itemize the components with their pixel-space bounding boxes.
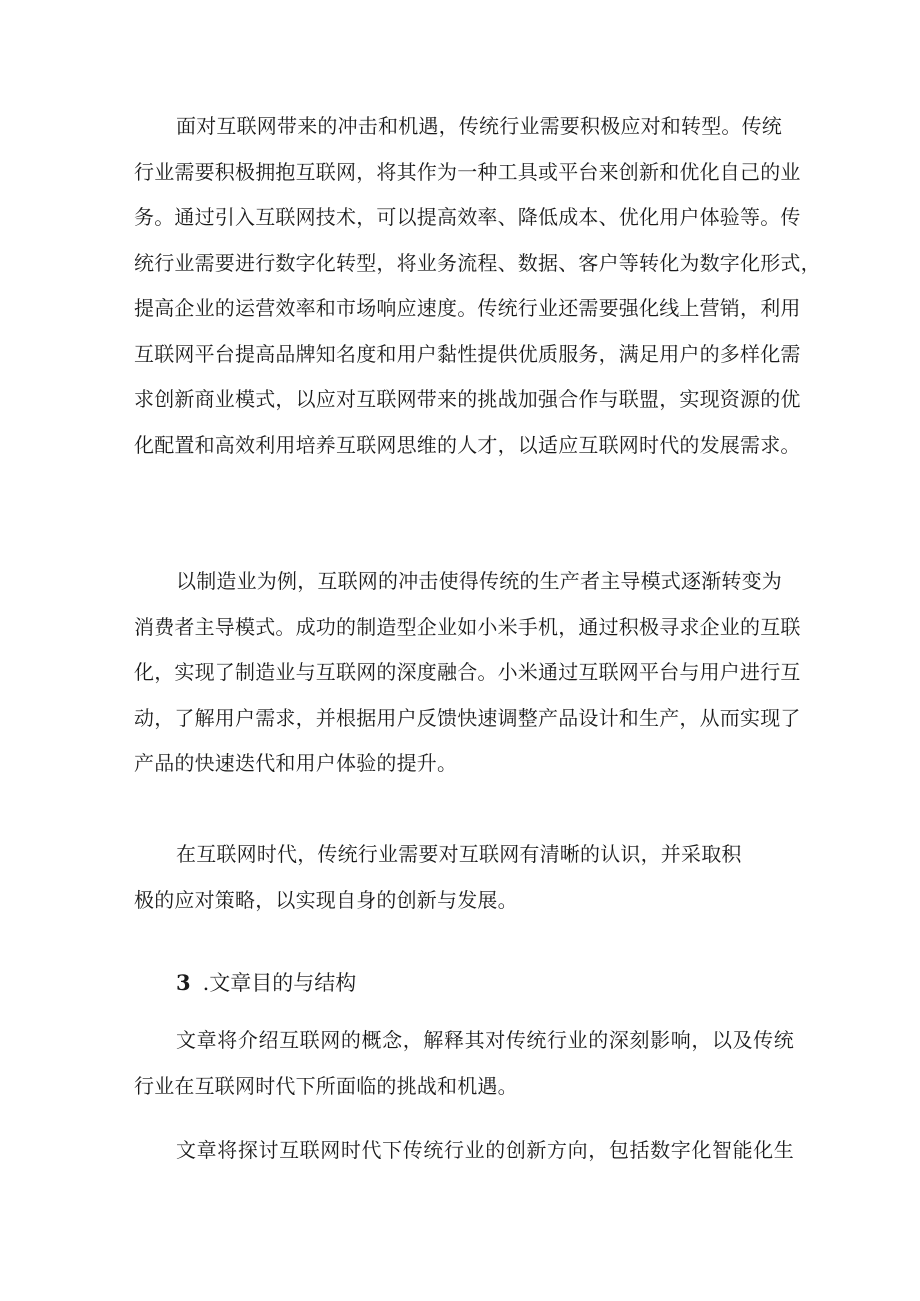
text-line: 行业需要积极拥抱互联网，将其作为一种工具或平台来创新和优化自己的业 <box>134 159 801 184</box>
text-line: 提高企业的运营效率和市场响应速度。传统行业还需要强化线上营销，利用 <box>134 296 801 320</box>
text-line: 互联网平台提高品牌知名度和用户黏性提供优质服务，满足用户的多样化需 <box>134 341 801 366</box>
text-line: 务。通过引入互联网技术，可以提高效率、降低成本、优化用户体验等。传 <box>134 205 801 229</box>
text-line: 化配置和高效利用培养互联网思维的人才，以适应互联网时代的发展需求。 <box>134 432 801 457</box>
paragraph-manufacturing-example <box>134 559 801 787</box>
text-line: 以制造业为例，互联网的冲击使得传统的生产者主导模式逐渐转变为 <box>176 569 782 593</box>
text-line: 求创新商业模式，以应对互联网带来的挑战加强合作与联盟，实现资源的优 <box>134 387 801 411</box>
text-line: 消费者主导模式。成功的制造型企业如小米手机，通过积极寻求企业的互联 <box>134 614 801 639</box>
paragraph-conclusion <box>134 832 794 923</box>
text-line: 动，了解用户需求，并根据用户反馈快速调整产品设计和生产，从而实现了 <box>134 705 801 730</box>
text-line: 面对互联网带来的冲击和机遇，传统行业需要积极应对和转型。传统 <box>176 114 782 138</box>
paragraph-article-purpose <box>134 1018 794 1109</box>
paragraph-transformation <box>134 104 821 468</box>
text-line: 行业在互联网时代下所面临的挑战和机遇。 <box>134 1073 518 1098</box>
text-line: 极的应对策略，以实现自身的创新与发展。 <box>134 887 518 912</box>
text-line: 产品的快速迭代和用户体验的提升。 <box>134 751 458 775</box>
text-line: 化，实现了制造业与互联网的深度融合。小米通过互联网平台与用户进行互 <box>134 660 801 684</box>
section-title: .文章目的与结构 <box>202 971 357 995</box>
text-line: 文章将探讨互联网时代下传统行业的创新方向，包括数字化智能化生 <box>176 1138 794 1162</box>
paragraph-article-innovation <box>134 1128 794 1174</box>
section-heading <box>176 960 356 1005</box>
text-line: 统行业需要进行数字化转型，将业务流程、数据、客户等转化为数字化形式， <box>134 250 821 275</box>
text-line: 文章将介绍互联网的概念，解释其对传统行业的深刻影响，以及传统 <box>176 1028 794 1052</box>
section-number: 3 <box>176 970 191 995</box>
text-line: 在互联网时代，传统行业需要对互联网有清晰的认识，并采取积 <box>176 842 742 866</box>
